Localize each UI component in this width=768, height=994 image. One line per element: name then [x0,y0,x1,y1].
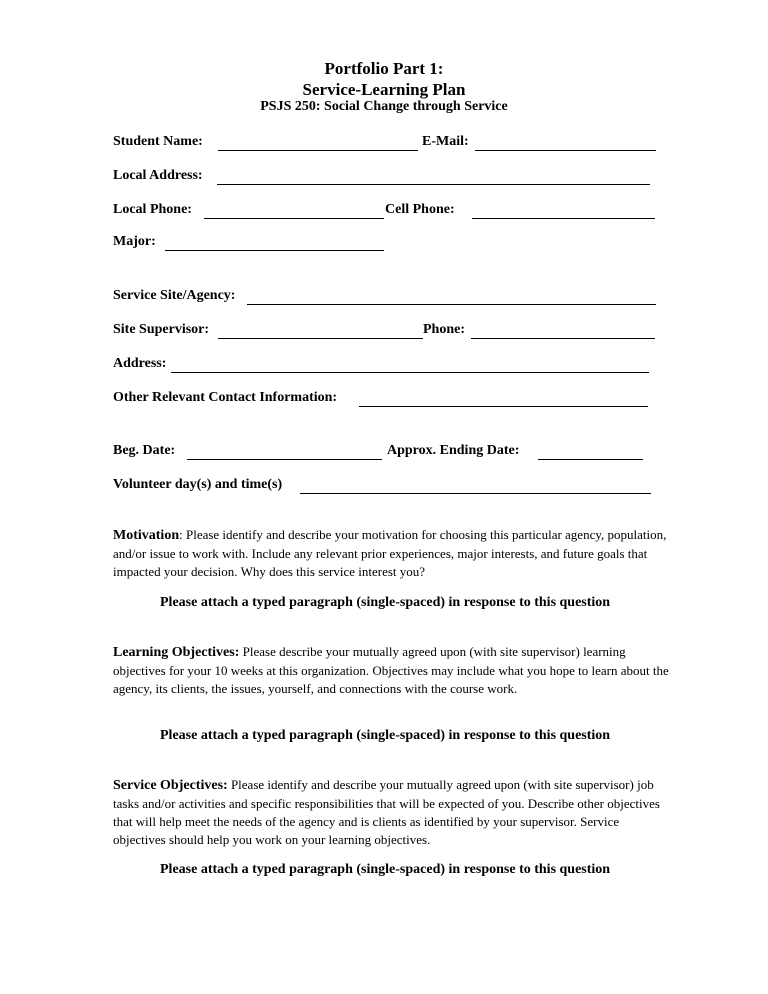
service-heading: Service Objectives: [113,778,228,793]
volunteer-field[interactable] [300,493,651,494]
row-phones [113,202,658,220]
student-name-label: Student Name: [113,134,203,149]
motivation-section [113,526,673,581]
cell-phone-label: Cell Phone: [385,202,455,217]
other-contact-label: Other Relevant Contact Information: [113,390,338,405]
address-field[interactable] [171,372,649,373]
motivation-text: : Please identify and describe your motivation for choosing this particular agency, population, and/or issue to work with. Include any relevant prior experiences, major interests, and future goals that impacted your decision. Why does this service interest you? [113,527,667,579]
volunteer-label: Volunteer day(s) and time(s) [113,477,283,492]
major-field[interactable] [165,250,384,251]
row-address [113,356,658,374]
email-field[interactable] [475,150,656,151]
title-line-1: Portfolio Part 1: [324,59,444,78]
address-label: Address: [113,356,167,371]
learning-attach-note: Please attach a typed paragraph (single-spaced) in response to this question [160,728,611,743]
other-contact-field[interactable] [359,406,648,407]
beg-date-field[interactable] [187,459,382,460]
service-section [113,776,673,849]
major-label: Major: [113,234,156,249]
row-supervisor [113,322,658,340]
row-dates [113,443,658,461]
local-address-label: Local Address: [113,168,203,183]
motivation-heading: Motivation [113,528,180,543]
service-attach-note: Please attach a typed paragraph (single-spaced) in response to this question [160,862,611,877]
cell-phone-field[interactable] [472,218,655,219]
phone-field[interactable] [471,338,655,339]
motivation-attach-note: Please attach a typed paragraph (single-spaced) in response to this question [160,595,611,610]
learning-text: Please describe your mutually agreed upon (with site supervisor) learning objectives for your 10 weeks at this organization. Objectives may include what you hope to learn about the agency, its clients, the issues, yourself, and connections with the course work. [113,644,669,696]
row-major [113,234,658,252]
local-phone-label: Local Phone: [113,202,192,217]
phone-label: Phone: [423,322,465,337]
service-site-field[interactable] [247,304,656,305]
site-supervisor-field[interactable] [218,338,423,339]
approx-end-field[interactable] [538,459,643,460]
site-supervisor-label: Site Supervisor: [113,322,210,337]
local-address-field[interactable] [217,184,650,185]
row-student [113,134,658,152]
student-name-field[interactable] [218,150,418,151]
row-service-site [113,288,658,306]
row-volunteer [113,477,658,495]
service-text: Please identify and describe your mutually agreed upon (with site supervisor) job tasks and/or activities and specific responsibilities that will be expected of you. Describe other objectives that will help meet the needs of the agency and is clients as identified by your supervisor. Service objectives should help you work on your learning objectives. [113,777,660,847]
local-phone-field[interactable] [204,218,384,219]
learning-heading: Learning Objectives: [113,645,240,660]
beg-date-label: Beg. Date: [113,443,176,458]
service-site-label: Service Site/Agency: [113,288,236,303]
approx-end-label: Approx. Ending Date: [387,443,520,458]
row-other-contact [113,390,658,408]
learning-section [113,643,673,698]
row-local-address [113,168,658,186]
title-line-2: Service-Learning Plan [302,80,466,99]
email-label: E-Mail: [422,134,469,149]
course-subtitle: PSJS 250: Social Change through Service [260,99,508,114]
